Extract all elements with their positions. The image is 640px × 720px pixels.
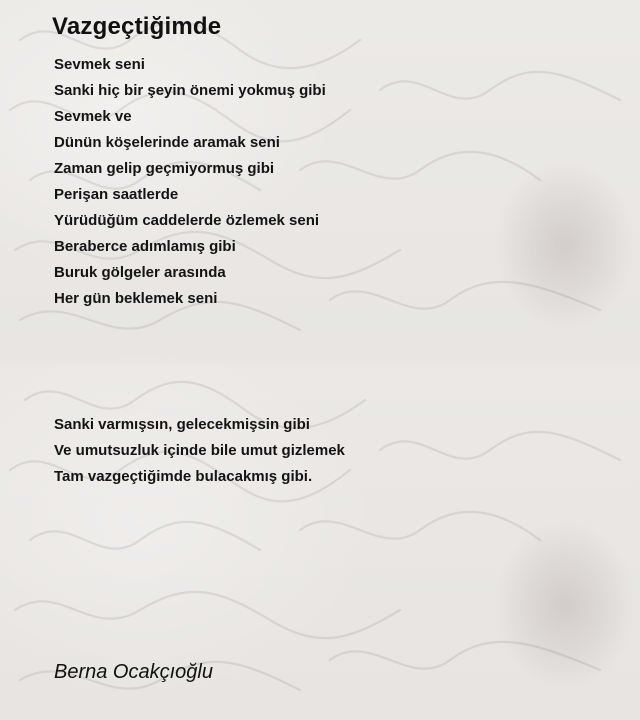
poem-line: Sanki hiç bir şeyin önemi yokmuş gibi [54, 82, 326, 99]
poem-line: Perişan saatlerde [54, 186, 179, 203]
poem-line: Tam vazgeçtiğimde bulacakmış gibi. [54, 468, 313, 485]
poem-line: Zaman gelip geçmiyormuş gibi [54, 160, 275, 177]
stanza-2 [54, 412, 345, 490]
poem-line: Buruk gölgeler arasında [54, 264, 226, 281]
poem-title: Vazgeçtiğimde [52, 13, 222, 40]
stanza-1 [54, 52, 326, 312]
poem-line: Sevmek seni [54, 56, 145, 73]
poem-author: Berna Ocakçıoğlu [54, 661, 213, 683]
poem-line: Sanki varmışsın, gelecekmişsin gibi [54, 416, 310, 433]
poem-line: Yürüdüğüm caddelerde özlemek seni [54, 212, 320, 229]
poem-line: Her gün beklemek seni [54, 290, 218, 307]
poem-line: Ve umutsuzluk içinde bile umut gizlemek [54, 442, 345, 459]
poem-line: Dünün köşelerinde aramak seni [54, 134, 280, 151]
poem-line: Beraberce adımlamış gibi [54, 238, 236, 255]
poem-line: Sevmek ve [54, 108, 132, 125]
